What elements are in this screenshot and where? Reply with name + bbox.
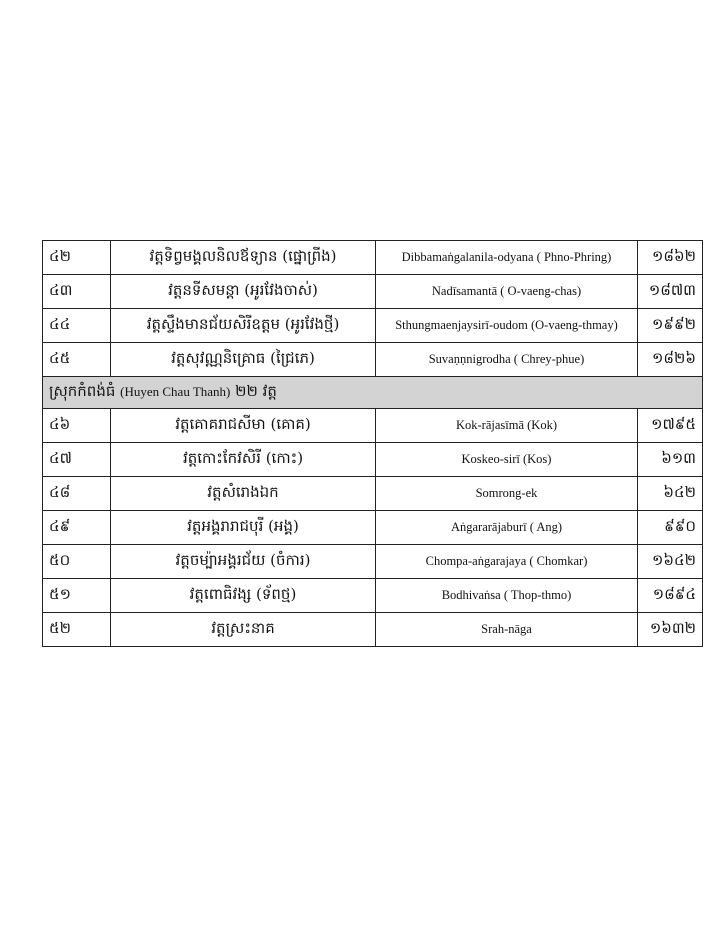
district-wat-count: ២២ វត្ត xyxy=(235,381,277,400)
row-number: ៤៩ xyxy=(43,511,111,545)
khmer-name: វត្តស្ទឹងមានជ័យសិរីឧត្តម (អូរវែងថ្មី) xyxy=(111,309,376,343)
year: ១៧៩៥ xyxy=(638,409,703,443)
latin-name: Somrong-ek xyxy=(376,477,638,511)
year: ១៦៤២ xyxy=(638,545,703,579)
row-number: ៥២ xyxy=(43,613,111,647)
khmer-name: វត្តនទីសមន្តា (អូរវែងចាស់) xyxy=(111,275,376,309)
khmer-name: វត្តចម្ប៉ាអង្គរជ័យ (ចំការ) xyxy=(111,545,376,579)
year: ៦៤២ xyxy=(638,477,703,511)
row-number: ៥០ xyxy=(43,545,111,579)
table-row xyxy=(43,443,703,477)
table-row xyxy=(43,511,703,545)
khmer-name: វត្តពោធិវង្ស (ទ័ពថ្ម) xyxy=(111,579,376,613)
latin-name: Bodhivaṅsa ( Thop-thmo) xyxy=(376,579,638,613)
latin-name: Kok-rājasīmā (Kok) xyxy=(376,409,638,443)
khmer-name: វត្តសុវណ្ណនិគ្រោធ (ជ្រៃភេ) xyxy=(111,343,376,377)
row-number: ៤៤ xyxy=(43,309,111,343)
latin-name: Dibbamaṅgalanila-odyana ( Phno-Phring) xyxy=(376,241,638,275)
table-row xyxy=(43,275,703,309)
row-number: ៤៧ xyxy=(43,443,111,477)
row-number: ៤៣ xyxy=(43,275,111,309)
year: ១៨២៦ xyxy=(638,343,703,377)
year: ១៨៩៤ xyxy=(638,579,703,613)
row-number: ៥១ xyxy=(43,579,111,613)
table-row xyxy=(43,241,703,275)
row-number: ៤៨ xyxy=(43,477,111,511)
wat-table xyxy=(42,240,703,647)
khmer-name: វត្តកោះកែវសិរី (កោះ) xyxy=(111,443,376,477)
row-number: ៤២ xyxy=(43,241,111,275)
latin-name: Chompa-aṅgarajaya ( Chomkar) xyxy=(376,545,638,579)
table-row xyxy=(43,579,703,613)
year: ១៨៦២ xyxy=(638,241,703,275)
khmer-name: វត្តអង្គរារាជបុរី (អង្គ) xyxy=(111,511,376,545)
table-row xyxy=(43,343,703,377)
year: ១៩៩២ xyxy=(638,309,703,343)
table-row xyxy=(43,545,703,579)
khmer-name: វត្តទិព្វមង្គលនិលឪទ្យាន (ផ្នោព្រីង) xyxy=(111,241,376,275)
row-number: ៤៦ xyxy=(43,409,111,443)
year: ៦១៣ xyxy=(638,443,703,477)
latin-name: Sthungmaenjaysirī-oudom (O-vaeng-thmay) xyxy=(376,309,638,343)
year: ១៦៣២ xyxy=(638,613,703,647)
khmer-name: វត្តគោគរាជសីមា (គោគ) xyxy=(111,409,376,443)
table-row xyxy=(43,309,703,343)
latin-name: Koskeo-sirī (Kos) xyxy=(376,443,638,477)
latin-name: Nadīsamantā ( O-vaeng-chas) xyxy=(376,275,638,309)
latin-name: Aṅgararājaburī ( Ang) xyxy=(376,511,638,545)
table-row xyxy=(43,613,703,647)
year: ៩៩០ xyxy=(638,511,703,545)
district-group-row xyxy=(43,377,703,409)
khmer-name: វត្តស្រះនាគ xyxy=(111,613,376,647)
district-khmer-name: ស្រុកកំពង់ធំ xyxy=(49,381,116,400)
khmer-name: វត្តសំរោងឯក xyxy=(111,477,376,511)
district-heading xyxy=(43,377,703,409)
latin-name: Suvaṇṇnigrodha ( Chrey-phue) xyxy=(376,343,638,377)
district-latin-name: (Huyen Chau Thanh) xyxy=(120,383,231,399)
table-row xyxy=(43,477,703,511)
latin-name: Srah-nāga xyxy=(376,613,638,647)
table-row xyxy=(43,409,703,443)
year: ១៨៧៣ xyxy=(638,275,703,309)
row-number: ៤៥ xyxy=(43,343,111,377)
